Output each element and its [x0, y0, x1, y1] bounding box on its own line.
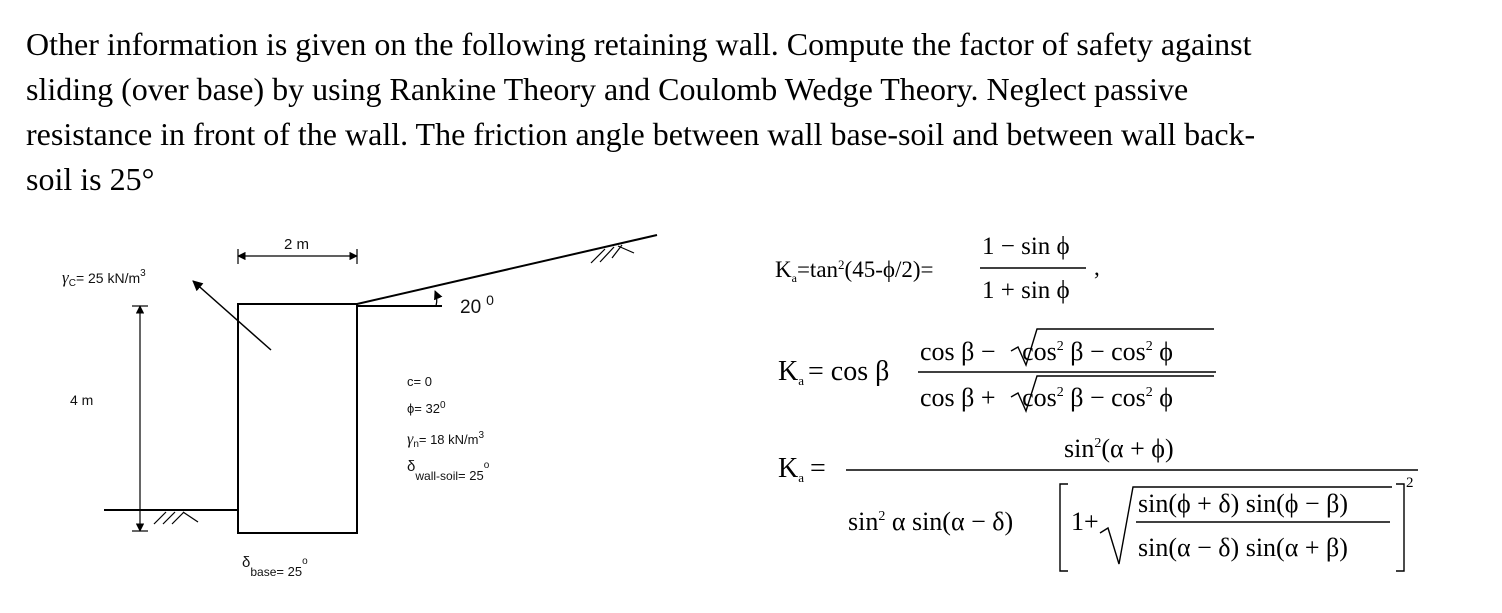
svg-text:Ka= cos β: Ka = cos β [778, 356, 890, 388]
soil-gamma-label: $\gamma_n= 18$ $kN/m^3$ [407, 430, 485, 450]
problem-line-2: sliding (over base) by using Rankine Theory and Coulomb Wedge Theory. Neglect passive [26, 71, 1189, 107]
wall-body [238, 304, 357, 533]
soil-delta-wall-label: δwall-soil= $25^o$ [407, 458, 490, 483]
gamma-c-leader-arrow [193, 281, 271, 350]
formula-rankine [775, 233, 1100, 304]
svg-text:,: , [1094, 255, 1100, 280]
f3-inner-numerator: sin(ϕ + δ) sin(ϕ − β) [1138, 489, 1348, 518]
svg-text:Ka=tan2(45-ϕ/2)=: $K_a=\tan^2(45-\phi/2)=$ [775, 257, 934, 285]
svg-text:1+: 1+ [1071, 507, 1099, 536]
problem-line-3: resistance in front of the wall. The friction angle between wall base-soil and between wall back- [26, 116, 1256, 152]
problem-line-1: Other information is given on the following retaining wall. Compute the factor of safety against [26, 26, 1252, 62]
formula-rankine-sloped [778, 329, 1216, 412]
svg-text:cos β + cos2 β − cos2 ϕ: $\cos \beta + \cos^2 \beta - \cos^2 \phi$ [920, 383, 1173, 412]
height-label: 4 m [70, 392, 94, 408]
svg-text:2: 2 [1406, 475, 1414, 491]
f3-inner-denominator: sin(α − δ) sin(α + β) [1138, 533, 1348, 562]
problem-line-4: soil is 25° [26, 161, 155, 197]
ground-hatching [154, 512, 198, 524]
formula-coulomb [778, 434, 1418, 571]
f1-numerator: 1 − sin ϕ [982, 233, 1070, 260]
backfill-slope [357, 235, 657, 304]
svg-text:Ka=: Ka = [778, 453, 826, 485]
delta-base-label: δbase= $25^o$ [242, 554, 308, 579]
svg-text:sin2(α + ϕ): $\sin^2(\alpha + \phi)$ [1064, 434, 1174, 463]
slope-angle-arc [435, 291, 437, 306]
f1-denominator: 1 + sin ϕ [982, 277, 1070, 304]
retaining-wall-diagram [104, 235, 657, 533]
soil-phi-label: $\phi= 32^0$ [407, 400, 446, 416]
svg-text:sin2 α sin(α − δ): $\sin^2 \alpha$ sin(α − δ) [848, 507, 1014, 536]
width-label: 2 m [284, 236, 310, 253]
svg-text:cos β − cos2 β − cos2 ϕ: $\cos \beta - \cos^2 \beta - \cos^2 \phi$ [920, 337, 1173, 366]
soil-cohesion-label: c= 0 [407, 374, 432, 389]
gamma-c-label: $\gamma_C= 25$ $kN/m^3$ [62, 268, 146, 289]
slope-angle-label: 20 $^0$ [460, 292, 494, 318]
